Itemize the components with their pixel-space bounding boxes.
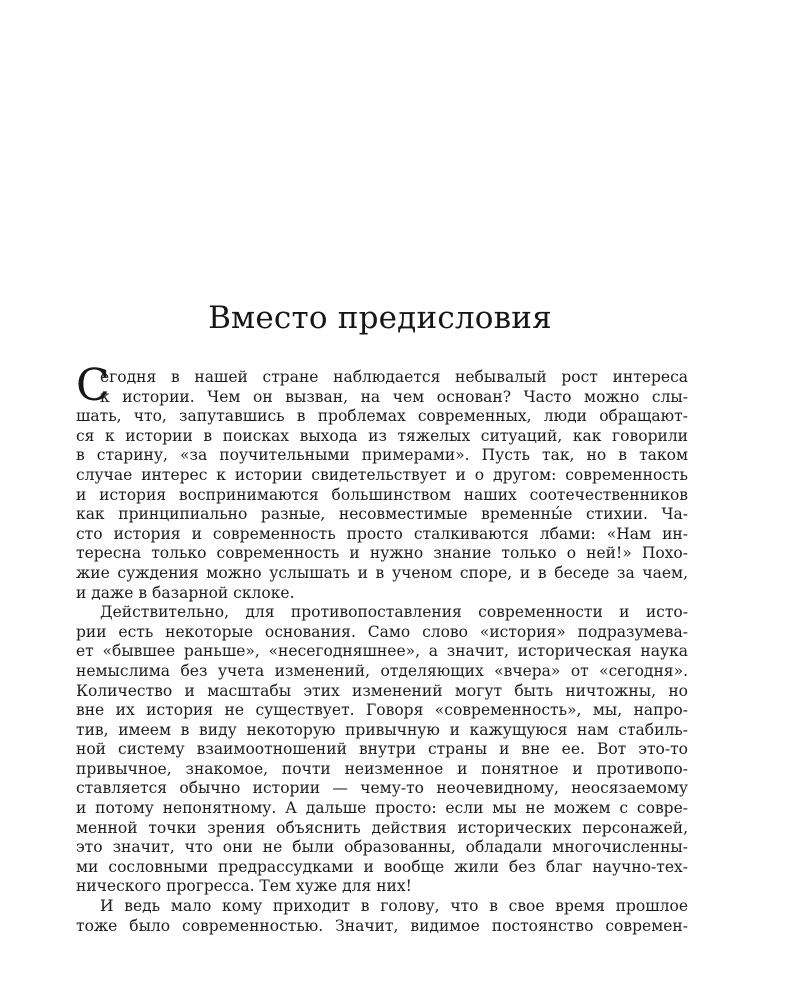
text-line: менной точки зрения объяснить действия исторических персонажей,: [76, 818, 688, 837]
text-line: шать, что, запутавшись в проблемах современных, люди обращают-: [76, 407, 688, 426]
paragraph: [76, 368, 688, 603]
text-line: случае интерес к истории свидетельствует и о другом: современность: [76, 465, 688, 484]
text-line: ет «бывшее раньше», «несегодняшнее», а значит, историческая наука: [76, 642, 688, 661]
paragraph: [76, 897, 688, 936]
drop-cap: С: [76, 360, 110, 411]
text-line: тив, имеем в виду некоторую привычную и кажущуюся нам стабиль-: [76, 720, 688, 739]
text-line: это значит, что они не были образованны, обладали многочисленны-: [76, 838, 688, 857]
text-line: егодня в нашей стране наблюдается небывалый рост интереса: [100, 368, 688, 386]
text-line: ся к истории в поисках выхода из тяжелых ситуаций, как говорили: [76, 426, 688, 445]
text-line: Количество и масштабы этих изменений могут быть ничтожны, но: [76, 681, 688, 700]
text-line: немыслима без учета изменений, отделяющих «вчера» от «сегодня».: [76, 661, 688, 680]
text-line: сто история и современность просто сталкиваются лбами: «Нам ин-: [76, 524, 688, 543]
body-text: [76, 360, 688, 936]
text-line: рии есть некоторые основания. Само слово «история» подразумева-: [76, 622, 688, 641]
text-line: жие суждения можно услышать и в ученом споре, и в беседе за чаем,: [76, 563, 688, 582]
text-line: как принципиально разные, несовместимые временны́е стихии. Ча-: [76, 505, 688, 524]
text-line: к истории. Чем он вызван, на чем основан? Часто можно слы-: [100, 387, 688, 406]
text-line: нического прогресса. Тем хуже для них!: [76, 877, 412, 896]
text-line: вне их история не существует. Говоря «современность», мы, напро-: [76, 701, 688, 720]
text-line: тоже было современностью. Значит, видимое постоянство современ-: [76, 916, 688, 935]
text-line: ной систему взаимоотношений внутри страны и вне ее. Вот это-то: [76, 740, 688, 759]
text-line: и история воспринимаются большинством наших соотечественников: [76, 485, 688, 504]
text-line: ми сословными предрассудками и вообще жили без благ научно-тех-: [76, 857, 688, 876]
text-line: в старину, «за поучительными примерами». Пусть так, но в таком: [76, 446, 688, 465]
text-line: Действительно, для противопоставления современности и исто-: [100, 603, 688, 622]
text-line: тересна только современность и нужно знание только о ней!» Похо-: [76, 544, 688, 563]
text-line: И ведь мало кому приходит в голову, что в свое время прошлое: [100, 897, 688, 916]
text-line: и потому непонятному. А дальше просто: если мы не можем с совре-: [76, 799, 688, 818]
paragraph: [76, 603, 688, 897]
text-line: и даже в базарной склоке.: [76, 583, 295, 602]
text-line: привычное, знакомое, почти неизменное и понятное и противопо-: [76, 759, 688, 778]
chapter-title: Вместо предисловия: [208, 300, 552, 336]
text-line: ставляется обычно истории — чему-то неочевидному, неосязаемому: [76, 779, 688, 798]
